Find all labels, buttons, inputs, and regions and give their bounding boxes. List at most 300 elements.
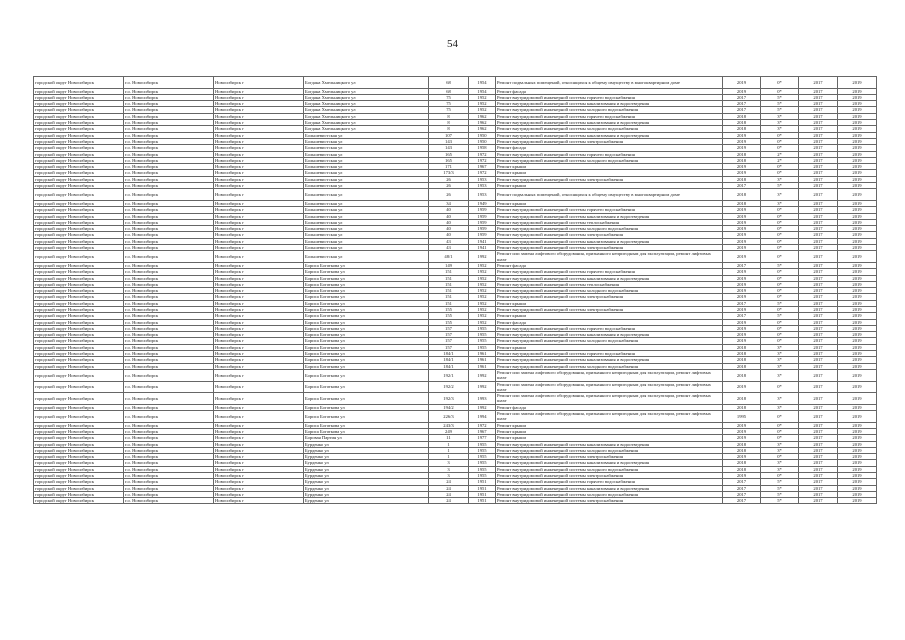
end-year-cell: 2019 (838, 183, 877, 189)
municipality-cell: г.о. Новосибирск (124, 213, 214, 219)
start-year-cell: 2017 (799, 381, 838, 393)
start-year-cell: 2017 (799, 77, 838, 89)
build-year-cell: 1941 (469, 245, 496, 251)
work-type-cell: Ремонт внутридомовой инженерной системы холодного водоснабжения (496, 363, 723, 369)
district-cell: городской округ Новосибирск (34, 435, 124, 441)
start-year-cell: 2017 (799, 269, 838, 275)
build-year-cell: 1952 (469, 281, 496, 287)
work-type-cell: Ремонт внутридомовой инженерной системы канализования и водоотведения (496, 485, 723, 491)
start-year-cell: 2017 (799, 107, 838, 113)
city-cell: Новосибирск г (214, 411, 304, 423)
period-cell: 0* (761, 428, 799, 434)
period-cell: 3* (761, 351, 799, 357)
end-year-cell: 2019 (838, 313, 877, 319)
period-cell: 0* (761, 132, 799, 138)
end-year-cell: 2019 (838, 213, 877, 219)
start-year-cell: 2017 (799, 466, 838, 472)
municipality-cell: г.о. Новосибирск (124, 232, 214, 238)
planned-year-cell: 2019 (723, 245, 761, 251)
work-type-cell: Ремонт внутридомовой инженерной системы холодного водоснабжения (496, 226, 723, 232)
period-cell: 0* (761, 294, 799, 300)
house-number-cell: 165 (429, 157, 469, 163)
end-year-cell: 2019 (838, 113, 877, 119)
planned-year-cell: 2019 (723, 251, 761, 263)
work-type-cell: Ремонт подвальных помещений, относящихся к общему имуществу в многоквартирном доме (496, 189, 723, 201)
build-year-cell: 1972 (469, 170, 496, 176)
build-year-cell: 1955 (469, 332, 496, 338)
build-year-cell: 1958 (469, 145, 496, 151)
city-cell: Новосибирск г (214, 232, 304, 238)
work-type-cell: Ремонт внутридомовой инженерной системы холодного водоснабжения (496, 107, 723, 113)
start-year-cell: 2017 (799, 454, 838, 460)
house-number-cell: 1 (429, 447, 469, 453)
period-cell: 0* (761, 325, 799, 331)
district-cell: городской округ Новосибирск (34, 207, 124, 213)
planned-year-cell: 2018 (723, 460, 761, 466)
work-type-cell: Ремонт или замена лифтового оборудования, признанного непригодным для эксплуатации, ремонт лифтовых шахт (496, 369, 723, 381)
build-year-cell: 1955 (469, 344, 496, 350)
planned-year-cell: 2018 (723, 176, 761, 182)
start-year-cell: 2017 (799, 441, 838, 447)
build-year-cell: 1951 (469, 491, 496, 497)
street-cell: Большевистская ул (304, 238, 429, 244)
end-year-cell: 2019 (838, 351, 877, 357)
municipality-cell: г.о. Новосибирск (124, 351, 214, 357)
work-type-cell: Ремонт внутридомовой инженерной системы канализования и водоотведения (496, 238, 723, 244)
district-cell: городской округ Новосибирск (34, 332, 124, 338)
build-year-cell: 1955 (469, 338, 496, 344)
city-cell: Новосибирск г (214, 288, 304, 294)
planned-year-cell: 2019 (723, 435, 761, 441)
city-cell: Новосибирск г (214, 332, 304, 338)
start-year-cell: 2017 (799, 300, 838, 306)
municipality-cell: г.о. Новосибирск (124, 294, 214, 300)
city-cell: Новосибирск г (214, 363, 304, 369)
work-type-cell: Ремонт внутридомовой инженерной системы канализования и водоотведения (496, 275, 723, 281)
city-cell: Новосибирск г (214, 113, 304, 119)
end-year-cell: 2019 (838, 107, 877, 113)
start-year-cell: 2017 (799, 238, 838, 244)
municipality-cell: г.о. Новосибирск (124, 245, 214, 251)
planned-year-cell: 2017 (723, 94, 761, 100)
house-number-cell: 155 (429, 319, 469, 325)
end-year-cell: 2019 (838, 393, 877, 405)
district-cell: городской округ Новосибирск (34, 213, 124, 219)
start-year-cell: 2017 (799, 306, 838, 312)
district-cell: городской округ Новосибирск (34, 101, 124, 107)
build-year-cell: 1959 (469, 213, 496, 219)
planned-year-cell: 2019 (723, 138, 761, 144)
municipality-cell: г.о. Новосибирск (124, 170, 214, 176)
city-cell: Новосибирск г (214, 485, 304, 491)
build-year-cell: 1952 (469, 294, 496, 300)
start-year-cell: 2017 (799, 101, 838, 107)
end-year-cell: 2019 (838, 164, 877, 170)
start-year-cell: 2017 (799, 132, 838, 138)
district-cell: городской округ Новосибирск (34, 393, 124, 405)
city-cell: Новосибирск г (214, 207, 304, 213)
work-type-cell: Ремонт крыши (496, 164, 723, 170)
city-cell: Новосибирск г (214, 460, 304, 466)
period-cell: 2* (761, 157, 799, 163)
end-year-cell: 2019 (838, 226, 877, 232)
district-cell: городской округ Новосибирск (34, 351, 124, 357)
street-cell: Большевистская ул (304, 219, 429, 225)
planned-year-cell: 2018 (723, 151, 761, 157)
start-year-cell: 2017 (799, 213, 838, 219)
period-cell: 3* (761, 200, 799, 206)
city-cell: Новосибирск г (214, 251, 304, 263)
start-year-cell: 2017 (799, 447, 838, 453)
house-number-cell: 26 (429, 189, 469, 201)
city-cell: Новосибирск г (214, 466, 304, 472)
planned-year-cell: 1995 (723, 411, 761, 423)
city-cell: Новосибирск г (214, 269, 304, 275)
build-year-cell: 1949 (469, 200, 496, 206)
district-cell: городской округ Новосибирск (34, 157, 124, 163)
planned-year-cell: 2017 (723, 485, 761, 491)
district-cell: городской округ Новосибирск (34, 94, 124, 100)
start-year-cell: 2017 (799, 479, 838, 485)
district-cell: городской округ Новосибирск (34, 200, 124, 206)
street-cell: Большевистская ул (304, 232, 429, 238)
city-cell: Новосибирск г (214, 275, 304, 281)
district-cell: городской округ Новосибирск (34, 245, 124, 251)
municipality-cell: г.о. Новосибирск (124, 238, 214, 244)
period-cell: 5* (761, 94, 799, 100)
planned-year-cell: 2017 (723, 491, 761, 497)
period-cell: 0* (761, 454, 799, 460)
city-cell: Новосибирск г (214, 393, 304, 405)
municipality-cell: г.о. Новосибирск (124, 288, 214, 294)
end-year-cell: 2019 (838, 262, 877, 268)
house-number-cell: 184/1 (429, 357, 469, 363)
start-year-cell: 2017 (799, 422, 838, 428)
house-number-cell: 24 (429, 498, 469, 504)
municipality-cell: г.о. Новосибирск (124, 404, 214, 410)
street-cell: Большевистская ул (304, 164, 429, 170)
build-year-cell: 1941 (469, 238, 496, 244)
end-year-cell: 2019 (838, 498, 877, 504)
house-number-cell: 75 (429, 101, 469, 107)
house-number-cell: 192/1 (429, 369, 469, 381)
start-year-cell: 2017 (799, 363, 838, 369)
district-cell: городской округ Новосибирск (34, 275, 124, 281)
municipality-cell: г.о. Новосибирск (124, 126, 214, 132)
work-type-cell: Ремонт внутридомовой инженерной системы холодного водоснабжения (496, 338, 723, 344)
start-year-cell: 2017 (799, 200, 838, 206)
municipality-cell: г.о. Новосибирск (124, 164, 214, 170)
period-cell: 0* (761, 170, 799, 176)
work-type-cell: Ремонт внутридомовой инженерной системы канализования и водоотведения (496, 101, 723, 107)
municipality-cell: г.о. Новосибирск (124, 460, 214, 466)
house-number-cell: 151 (429, 269, 469, 275)
work-type-cell: Ремонт крыши (496, 435, 723, 441)
street-cell: Бориса Богаткова ул (304, 275, 429, 281)
work-type-cell: Ремонт крыши (496, 183, 723, 189)
start-year-cell: 2017 (799, 288, 838, 294)
district-cell: городской округ Новосибирск (34, 363, 124, 369)
build-year-cell: 1951 (469, 485, 496, 491)
start-year-cell: 2017 (799, 113, 838, 119)
municipality-cell: г.о. Новосибирск (124, 466, 214, 472)
table-row (34, 189, 877, 201)
period-cell: 0* (761, 226, 799, 232)
street-cell: Бурденко ул (304, 473, 429, 479)
start-year-cell: 2017 (799, 88, 838, 94)
municipality-cell: г.о. Новосибирск (124, 138, 214, 144)
municipality-cell: г.о. Новосибирск (124, 200, 214, 206)
municipality-cell: г.о. Новосибирск (124, 411, 214, 423)
municipality-cell: г.о. Новосибирск (124, 94, 214, 100)
end-year-cell: 2019 (838, 219, 877, 225)
house-number-cell: 8 (429, 113, 469, 119)
municipality-cell: г.о. Новосибирск (124, 325, 214, 331)
city-cell: Новосибирск г (214, 313, 304, 319)
table-row (34, 369, 877, 381)
municipality-cell: г.о. Новосибирск (124, 269, 214, 275)
street-cell: Бурденко ул (304, 454, 429, 460)
end-year-cell: 2019 (838, 120, 877, 126)
street-cell: Богдана Хмельницкого ул (304, 113, 429, 119)
start-year-cell: 2017 (799, 157, 838, 163)
period-cell: 3* (761, 369, 799, 381)
district-cell: городской округ Новосибирск (34, 491, 124, 497)
municipality-cell: г.о. Новосибирск (124, 381, 214, 393)
start-year-cell: 2017 (799, 170, 838, 176)
period-cell: 3* (761, 404, 799, 410)
city-cell: Новосибирск г (214, 479, 304, 485)
work-type-cell: Ремонт внутридомовой инженерной системы горячего водоснабжения (496, 94, 723, 100)
municipality-cell: г.о. Новосибирск (124, 226, 214, 232)
end-year-cell: 2019 (838, 357, 877, 363)
house-number-cell: 26 (429, 183, 469, 189)
municipality-cell: г.о. Новосибирск (124, 306, 214, 312)
street-cell: Бориса Богаткова ул (304, 281, 429, 287)
table-row (34, 251, 877, 263)
planned-year-cell: 2019 (723, 170, 761, 176)
house-number-cell: 107 (429, 132, 469, 138)
period-cell: 5* (761, 183, 799, 189)
house-number-cell: 143 (429, 138, 469, 144)
period-cell: 3* (761, 120, 799, 126)
district-cell: городской округ Новосибирск (34, 466, 124, 472)
end-year-cell: 2019 (838, 447, 877, 453)
period-cell: 0* (761, 275, 799, 281)
planned-year-cell: 2019 (723, 275, 761, 281)
street-cell: Бориса Богаткова ул (304, 351, 429, 357)
planned-year-cell: 2019 (723, 207, 761, 213)
period-cell: 0* (761, 232, 799, 238)
start-year-cell: 2017 (799, 332, 838, 338)
house-number-cell: 24 (429, 491, 469, 497)
work-type-cell: Ремонт внутридомовой инженерной системы горячего водоснабжения (496, 207, 723, 213)
street-cell: Большевистская ул (304, 157, 429, 163)
planned-year-cell: 2019 (723, 454, 761, 460)
street-cell: Богдана Хмельницкого ул (304, 101, 429, 107)
end-year-cell: 2019 (838, 300, 877, 306)
start-year-cell: 2017 (799, 189, 838, 201)
planned-year-cell: 2018 (723, 126, 761, 132)
start-year-cell: 2017 (799, 351, 838, 357)
end-year-cell: 2019 (838, 466, 877, 472)
street-cell: Бориса Богаткова ул (304, 357, 429, 363)
end-year-cell: 2019 (838, 332, 877, 338)
house-number-cell: 43 (429, 245, 469, 251)
planned-year-cell: 2019 (723, 219, 761, 225)
build-year-cell: 1962 (469, 113, 496, 119)
end-year-cell: 2019 (838, 319, 877, 325)
end-year-cell: 2019 (838, 325, 877, 331)
period-cell: 0* (761, 77, 799, 89)
period-cell: 0* (761, 422, 799, 428)
city-cell: Новосибирск г (214, 306, 304, 312)
city-cell: Новосибирск г (214, 357, 304, 363)
house-number-cell: 40 (429, 219, 469, 225)
city-cell: Новосибирск г (214, 441, 304, 447)
work-type-cell: Ремонт внутридомовой инженерной системы горячего водоснабжения (496, 269, 723, 275)
build-year-cell: 1951 (469, 498, 496, 504)
work-type-cell: Ремонт внутридомовой инженерной системы электроснабжения (496, 245, 723, 251)
municipality-cell: г.о. Новосибирск (124, 251, 214, 263)
build-year-cell: 1952 (469, 288, 496, 294)
district-cell: городской округ Новосибирск (34, 325, 124, 331)
city-cell: Новосибирск г (214, 300, 304, 306)
street-cell: Бориса Богаткова ул (304, 428, 429, 434)
street-cell: Богдана Хмельницкого ул (304, 126, 429, 132)
build-year-cell: 1951 (469, 479, 496, 485)
start-year-cell: 2017 (799, 145, 838, 151)
end-year-cell: 2019 (838, 176, 877, 182)
build-year-cell: 1961 (469, 357, 496, 363)
municipality-cell: г.о. Новосибирск (124, 422, 214, 428)
end-year-cell: 2019 (838, 189, 877, 201)
build-year-cell: 1959 (469, 232, 496, 238)
start-year-cell: 2017 (799, 485, 838, 491)
municipality-cell: г.о. Новосибирск (124, 428, 214, 434)
house-number-cell: 151 (429, 300, 469, 306)
build-year-cell: 1955 (469, 466, 496, 472)
street-cell: Бурденко ул (304, 485, 429, 491)
municipality-cell: г.о. Новосибирск (124, 120, 214, 126)
city-cell: Новосибирск г (214, 238, 304, 244)
municipality-cell: г.о. Новосибирск (124, 338, 214, 344)
table-row (34, 393, 877, 405)
planned-year-cell: 2018 (723, 189, 761, 201)
district-cell: городской округ Новосибирск (34, 281, 124, 287)
end-year-cell: 2019 (838, 245, 877, 251)
city-cell: Новосибирск г (214, 138, 304, 144)
city-cell: Новосибирск г (214, 164, 304, 170)
street-cell: Большевистская ул (304, 138, 429, 144)
district-cell: городской округ Новосибирск (34, 145, 124, 151)
street-cell: Богдана Хмельницкого ул (304, 88, 429, 94)
work-type-cell: Ремонт крыши (496, 344, 723, 350)
end-year-cell: 2019 (838, 454, 877, 460)
city-cell: Новосибирск г (214, 447, 304, 453)
street-cell: Бурденко ул (304, 441, 429, 447)
start-year-cell: 2017 (799, 94, 838, 100)
work-type-cell: Ремонт внутридомовой инженерной системы холодного водоснабжения (496, 466, 723, 472)
build-year-cell: 1955 (469, 460, 496, 466)
build-year-cell: 1967 (469, 428, 496, 434)
municipality-cell: г.о. Новосибирск (124, 77, 214, 89)
build-year-cell: 1953 (469, 183, 496, 189)
house-number-cell: 3 (429, 460, 469, 466)
city-cell: Новосибирск г (214, 88, 304, 94)
district-cell: городской округ Новосибирск (34, 422, 124, 428)
municipality-cell: г.о. Новосибирск (124, 479, 214, 485)
start-year-cell: 2017 (799, 411, 838, 423)
municipality-cell: г.о. Новосибирск (124, 183, 214, 189)
work-type-cell: Ремонт внутридомовой инженерной системы горячего водоснабжения (496, 325, 723, 331)
build-year-cell: 1955 (469, 473, 496, 479)
work-type-cell: Ремонт внутридомовой инженерной системы холодного водоснабжения (496, 126, 723, 132)
house-number-cell: 192/3 (429, 393, 469, 405)
period-cell: 3* (761, 466, 799, 472)
municipality-cell: г.о. Новосибирск (124, 441, 214, 447)
build-year-cell: 1992 (469, 251, 496, 263)
table-row (34, 498, 877, 504)
build-year-cell: 1972 (469, 151, 496, 157)
house-number-cell: 40 (429, 213, 469, 219)
street-cell: Большевистская ул (304, 176, 429, 182)
district-cell: городской округ Новосибирск (34, 404, 124, 410)
start-year-cell: 2017 (799, 325, 838, 331)
work-type-cell: Ремонт фасада (496, 145, 723, 151)
municipality-cell: г.о. Новосибирск (124, 275, 214, 281)
end-year-cell: 2019 (838, 288, 877, 294)
municipality-cell: г.о. Новосибирск (124, 101, 214, 107)
street-cell: Бориса Богаткова ул (304, 300, 429, 306)
district-cell: городской округ Новосибирск (34, 300, 124, 306)
planned-year-cell: 2018 (723, 369, 761, 381)
district-cell: городской округ Новосибирск (34, 77, 124, 89)
municipality-cell: г.о. Новосибирск (124, 113, 214, 119)
planned-year-cell: 2019 (723, 145, 761, 151)
build-year-cell: 1953 (469, 189, 496, 201)
house-number-cell: 3 (429, 473, 469, 479)
build-year-cell: 1972 (469, 422, 496, 428)
city-cell: Новосибирск г (214, 189, 304, 201)
street-cell: Бориса Богаткова ул (304, 319, 429, 325)
work-type-cell: Ремонт крыши (496, 428, 723, 434)
end-year-cell: 2019 (838, 94, 877, 100)
planned-year-cell: 2019 (723, 332, 761, 338)
period-cell: 0* (761, 164, 799, 170)
build-year-cell: 1955 (469, 441, 496, 447)
planned-year-cell: 2019 (723, 238, 761, 244)
district-cell: городской округ Новосибирск (34, 473, 124, 479)
house-number-cell: 24 (429, 479, 469, 485)
district-cell: городской округ Новосибирск (34, 411, 124, 423)
build-year-cell: 1950 (469, 132, 496, 138)
start-year-cell: 2017 (799, 428, 838, 434)
planned-year-cell: 2018 (723, 344, 761, 350)
end-year-cell: 2019 (838, 275, 877, 281)
period-cell: 3* (761, 447, 799, 453)
build-year-cell: 1955 (469, 447, 496, 453)
municipality-cell: г.о. Новосибирск (124, 313, 214, 319)
city-cell: Новосибирск г (214, 498, 304, 504)
work-type-cell: Ремонт внутридомовой инженерной системы электроснабжения (496, 498, 723, 504)
end-year-cell: 2019 (838, 404, 877, 410)
start-year-cell: 2017 (799, 435, 838, 441)
planned-year-cell: 2018 (723, 363, 761, 369)
end-year-cell: 2019 (838, 132, 877, 138)
municipality-cell: г.о. Новосибирск (124, 319, 214, 325)
planned-year-cell: 2019 (723, 306, 761, 312)
